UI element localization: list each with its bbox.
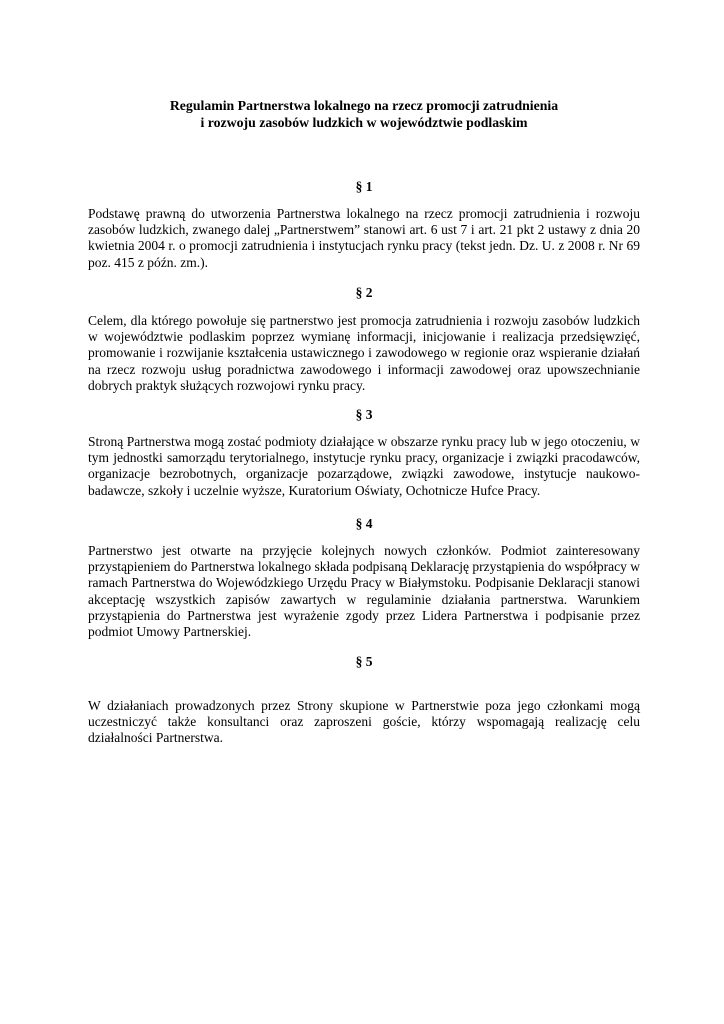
section-1-text: Podstawę prawną do utworzenia Partnerstwa lokalnego na rzecz promocji zatrudnienia i rozwoju zasobów ludzkich, zwanego dalej „Partnerstwem” stanowi art. 6 ust 7 i art. 21 pkt 2 ustawy z dnia 20 kwietnia 2004 r. o promocji zatrudnienia i instytucjach rynku pracy (tekst jedn. Dz. U. z 2008 r. Nr 69 poz. 415 z późn. zm.).	[88, 206, 640, 270]
section-2-text: Celem, dla którego powołuje się partnerstwo jest promocja zatrudnienia i rozwoju zasobów ludzkich w województwie podlaskim poprzez wymianę informacji, inicjowanie i realizacja przedsięwzięć, promowanie i rozwijanie kształcenia ustawicznego i zawodowego w regionie oraz wspieranie działań na rzecz rozwoju usług poradnictwa zawodowego i informacji zawodowej oraz upowszechnianie dobrych praktyk służących rozwojowi rynku pracy.	[88, 313, 640, 393]
document-title-line-2: i rozwoju zasobów ludzkich w województwie podlaskim	[200, 115, 528, 130]
section-4-text: Partnerstwo jest otwarte na przyjęcie kolejnych nowych członków. Podmiot zainteresowany przystąpieniem do Partnerstwa lokalnego składa podpisaną Deklarację przystąpienia do współpracy w ramach Partnerstwa do Wojewódzkiego Urzędu Pracy w Białymstoku. Podpisanie Deklaracji stanowi akceptację wszystkich zapisów zawartych w regulaminie działania partnerstwa. Warunkiem przystąpienia do Partnerstwa jest wyrażenie zgody przez Lidera Partnerstwa i podpisanie przez podmiot Umowy Partnerskiej.	[88, 543, 640, 640]
section-2-heading: § 2	[355, 285, 373, 300]
section-1-heading: § 1	[355, 179, 373, 194]
section-5-heading: § 5	[355, 654, 373, 669]
document-title	[88, 97, 640, 131]
document-title-line-1: Regulamin Partnerstwa lokalnego na rzecz promocji zatrudnienia	[169, 98, 559, 113]
section-4-heading: § 4	[355, 516, 373, 531]
section-3-heading: § 3	[355, 407, 373, 422]
section-5-text: W działaniach prowadzonych przez Strony skupione w Partnerstwie poza jego członkami mogą uczestniczyć także konsultanci oraz zaproszeni goście, którzy wspomagają realizację celu działalności Partnerstwa.	[88, 698, 640, 746]
section-3-text: Stroną Partnerstwa mogą zostać podmioty działające w obszarze rynku pracy lub w jego otoczeniu, w tym jednostki samorządu terytorialnego, instytucje rynku pracy, organizacje i związki pracodawców, organizacje bezrobotnych, organizacje pozarządowe, związki zawodowe, instytucje naukowo-badawcze, szkoły i uczelnie wyższe, Kuratorium Oświaty, Ochotnicze Hufce Pracy.	[88, 434, 640, 498]
